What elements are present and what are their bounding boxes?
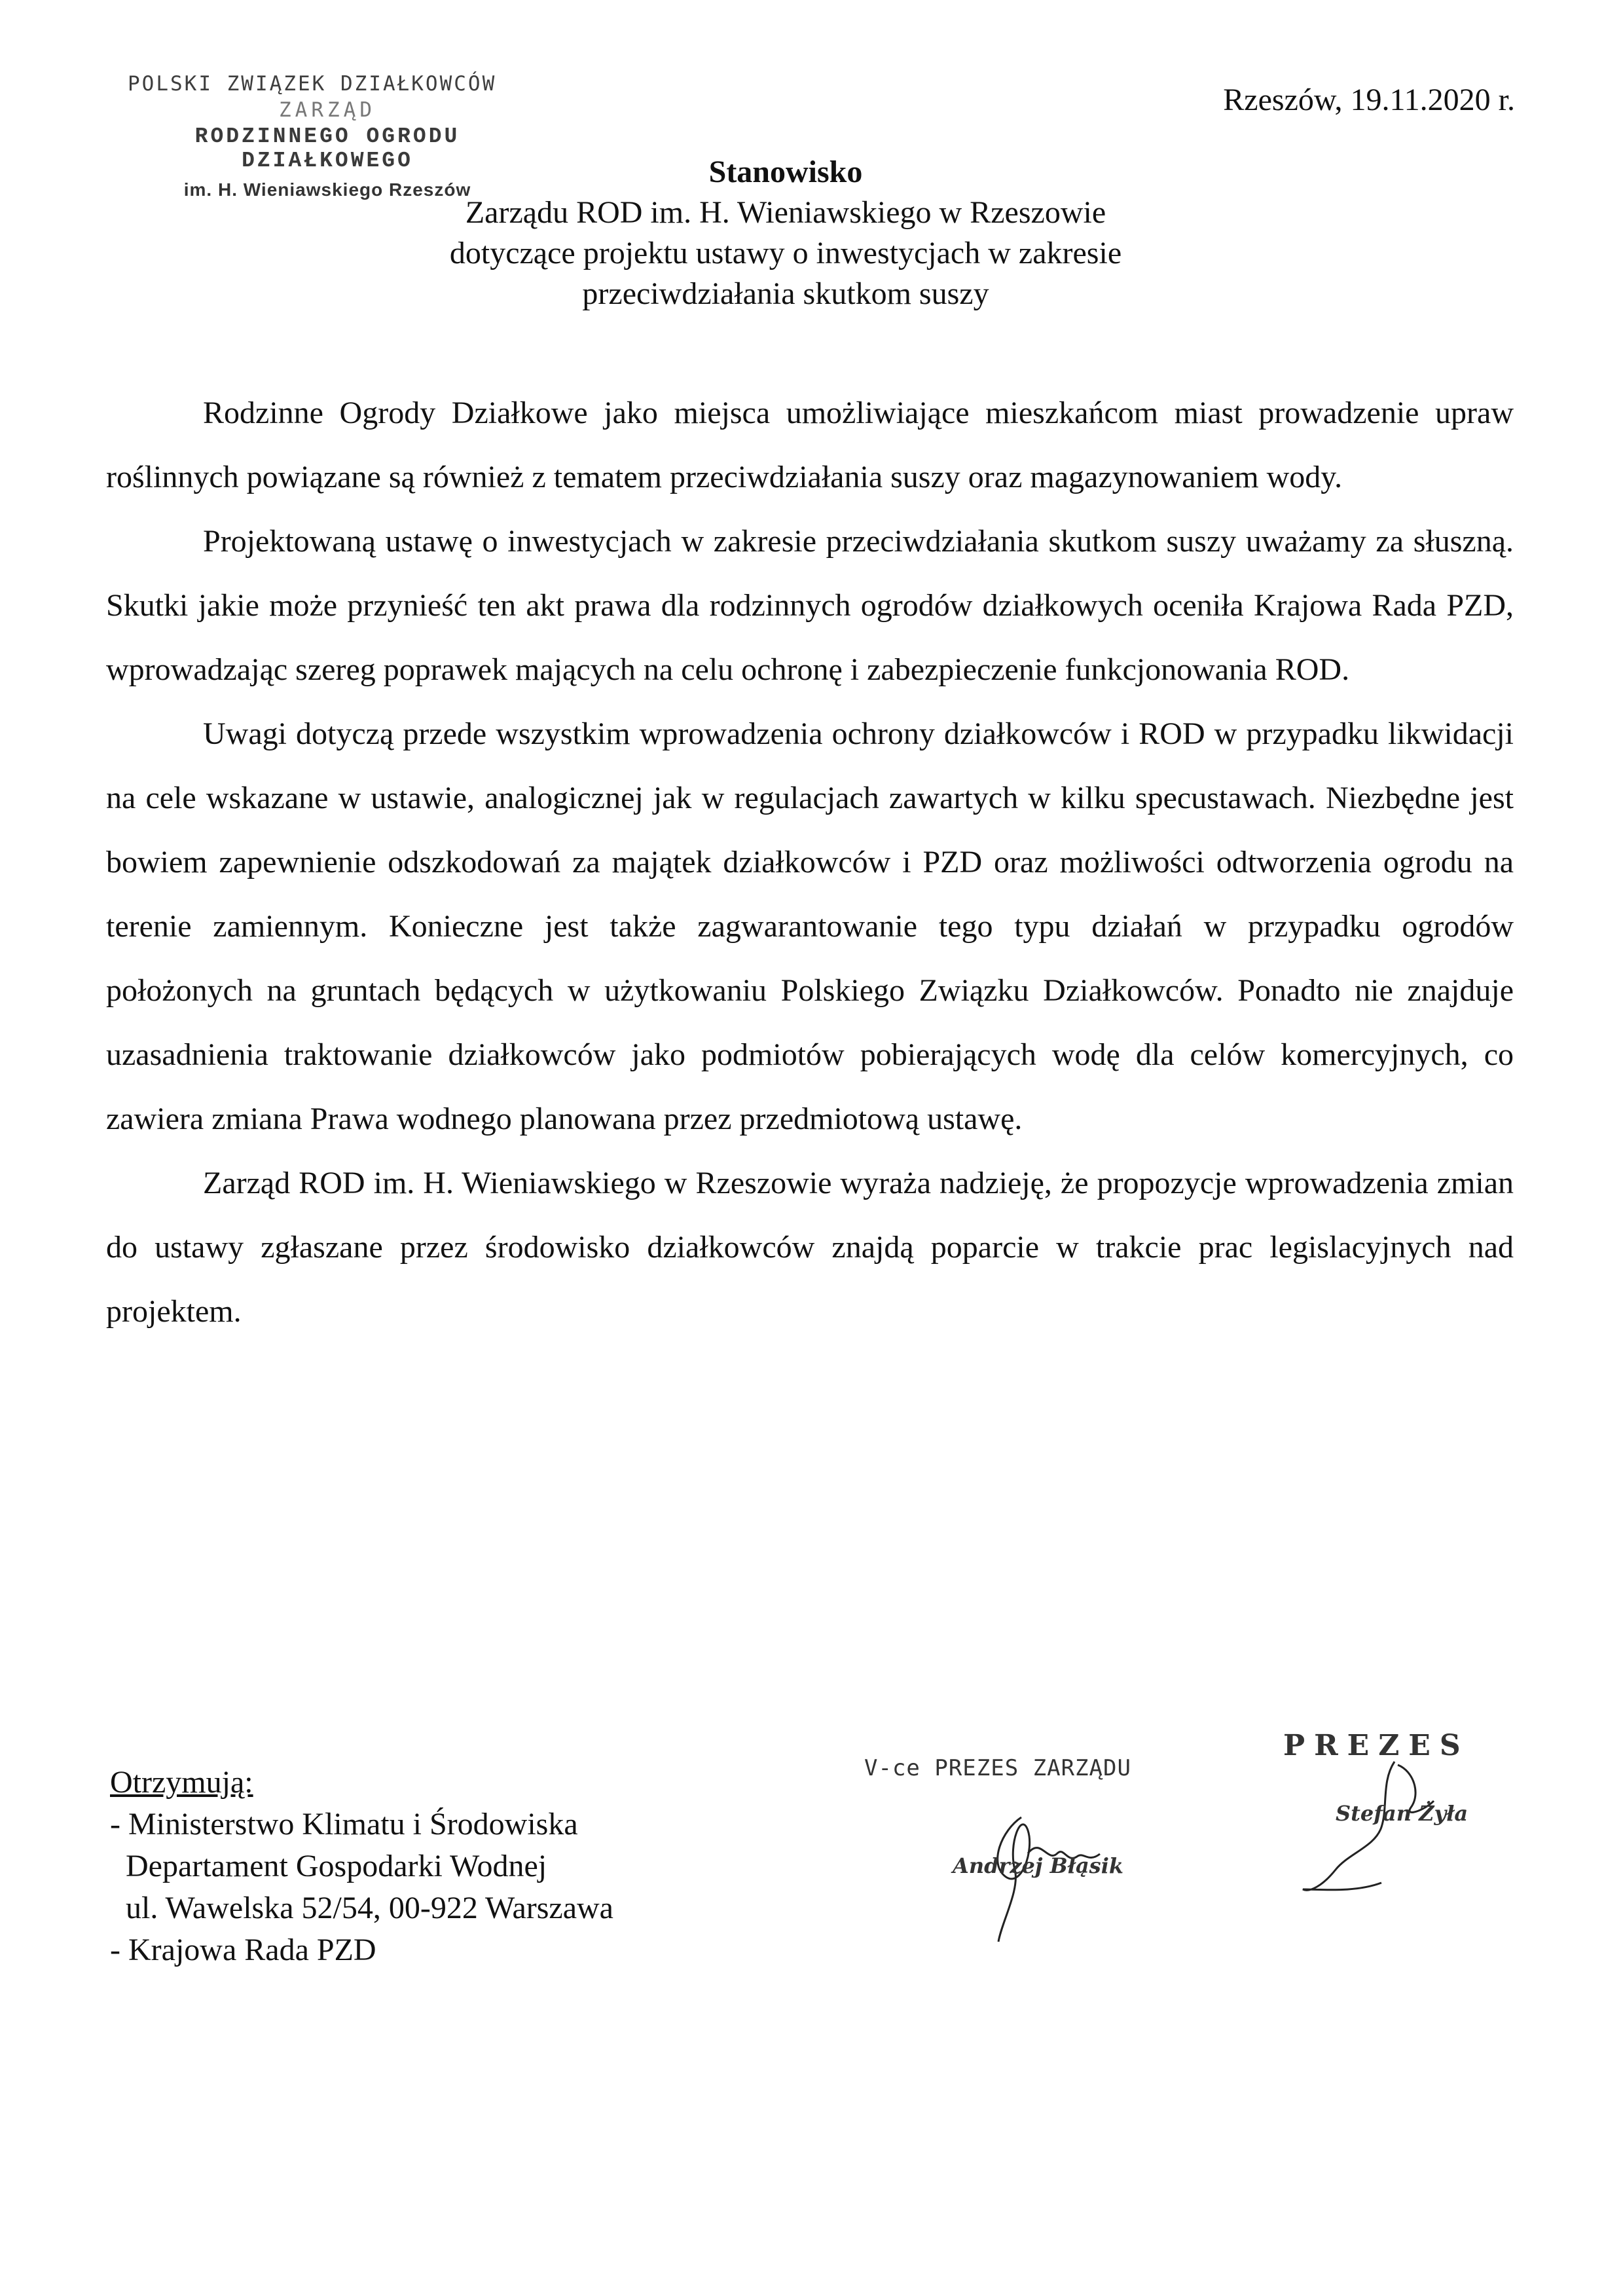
paragraph-4: Zarząd ROD im. H. Wieniawskiego w Rzeszowie wyraża nadzieję, że propozycje wprowadzenia zmian do ustawy zgłaszane przez środowisko działkowców znajdą poparcie w trakcie prac legislacyjnych nad projektem. (106, 1166, 1514, 1329)
vice-president-name: Andrzej Błąsik (953, 1853, 1124, 1878)
president-signature-block (1283, 1729, 1558, 1826)
paragraph-1: Rodzinne Ogrody Działkowe jako miejsca umożliwiające mieszkańcom miast prowadzenie upraw roślinnych powiązane są również z tematem przeciwdziałania suszy oraz magazynowaniem wody. (106, 396, 1514, 494)
president-role: PREZES (1283, 1729, 1470, 1762)
recipient-line: - Krajowa Rada PZD (110, 1933, 376, 1967)
title-line-2: dotyczące projektu ustawy o inwestycjach w zakresie (449, 236, 1122, 270)
paragraph-2: Projektowaną ustawę o inwestycjach w zakresie przeciwdziałania skutkom suszy uważamy za słuszną. Skutki jakie może przynieść ten akt prawa dla rodzinnych ogrodów działkowych oceniła Krajowa Rada PZD, wprowadzając szereg poprawek mających na celu ochronę i zabezpieczenie funkcjonowania ROD. (106, 524, 1514, 687)
stamp-line-1: POLSKI ZWIĄZEK DZIAŁKOWCÓW (128, 72, 497, 96)
vice-president-signature-block (864, 1755, 1270, 1878)
recipients-header: Otrzymują: (110, 1765, 253, 1800)
paragraph-3: Uwagi dotyczą przede wszystkim wprowadzenia ochrony działkowców i ROD w przypadku likwidacji na cele wskazane w ustawie, analogicznej jak w regulacjach zawartych w kilku specustawach. Niezbędne jest bowiem zapewnienie odszkodowań za majątek działkowców i PZD oraz możliwości odtworzenia ogrodu na terenie zamiennym. Konieczne jest także zagwarantowanie tego typu działań w przypadku ogrodów położonych na gruntach będących w użytkowaniu Polskiego Związku Działkowców. Ponadto nie znajduje uzasadnienia traktowanie działkowców jako podmiotów pobierających wodę dla celów komercyjnych, co zawiera zmiana Prawa wodnego planowana przez przedmiotową ustawę. (106, 716, 1514, 1136)
recipient-line: Departament Gospodarki Wodnej (110, 1849, 547, 1883)
president-name: Stefan Żyła (1336, 1801, 1468, 1826)
stamp-line-4: im. H. Wieniawskiego Rzeszów (183, 179, 471, 200)
recipients-list (110, 1762, 613, 1971)
title-heading: Stanowisko (708, 155, 863, 189)
recipient-line: ul. Wawelska 52/54, 00-922 Warszawa (110, 1891, 613, 1925)
title-line-1: Zarządu ROD im. H. Wieniawskiego w Rzeszowie (465, 195, 1106, 230)
stamp-line-3: RODZINNEGO OGRODU DZIAŁKOWEGO (194, 124, 460, 173)
recipient-line: - Ministerstwo Klimatu i Środowiska (110, 1807, 578, 1842)
stamp-line-2: ZARZĄD (279, 98, 376, 122)
title-line-3: przeciwdziałania skutkom suszy (582, 276, 989, 311)
document-title (327, 152, 1244, 314)
president-signature-icon (1283, 1755, 1493, 1906)
vice-president-role: V-ce PREZES ZARZĄDU (864, 1755, 1131, 1781)
letter-body (106, 381, 1514, 1344)
place-and-date: Rzeszów, 19.11.2020 r. (1223, 83, 1515, 117)
